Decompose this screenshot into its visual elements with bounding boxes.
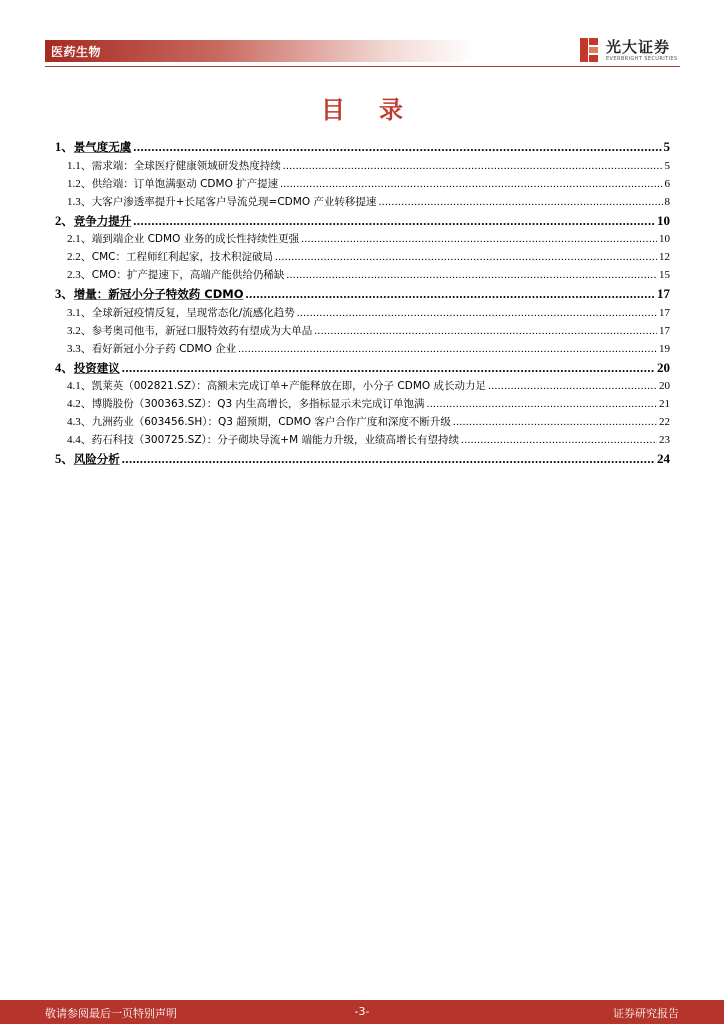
toc-entry-number: 1.1、 [67,159,92,172]
toc-leader-dots [275,251,657,263]
toc-entry-page: 5 [664,159,670,172]
toc-section-entry[interactable] [55,230,670,248]
toc-section-entry[interactable] [55,431,670,449]
brand-logo-english: EVERBRIGHT SECURITIES [606,56,678,62]
toc-entry-page: 10 [657,212,670,228]
toc-entry-number: 3、 [55,287,74,301]
toc-leader-dots [453,416,657,428]
toc-entry-page: 22 [659,416,670,428]
toc-leader-dots [488,380,657,392]
toc-entry-number: 4.2、 [67,398,92,410]
toc-section-entry[interactable] [55,413,670,431]
toc-leader-dots [286,269,657,281]
toc-entry-number: 1.3、 [67,195,92,208]
toc-section-entry[interactable] [55,340,670,358]
toc-section-entry[interactable] [55,304,670,322]
page-number: -3- [354,1005,370,1018]
toc-section-entry[interactable] [55,248,670,266]
toc-section-entry[interactable] [55,395,670,413]
toc-entry-page: 20 [659,380,670,392]
toc-entry-page: 15 [659,269,670,281]
toc-entry-title: 增量：新冠小分子特效药 CDMO [73,287,244,301]
brand-logo-name: 光大证券 [606,38,671,56]
toc-entry-number: 5、 [55,452,74,466]
toc-entry-title: 九洲药业（603456.SH）：Q3 超预期，CDMO 客户合作广度和深度不断升级 [91,416,451,428]
toc-section-entry[interactable] [55,157,670,175]
toc-entry-number: 4.4、 [67,434,92,446]
toc-entry-title: 看好新冠小分子药 CDMO 企业 [91,342,237,355]
toc-entry-title: 博腾股份（300363.SZ）：Q3 内生高增长，多指标显示未完成订单饱满 [91,398,425,410]
toc-entry-title: 风险分析 [73,452,120,466]
toc-entry-page: 5 [663,139,670,154]
toc-leader-dots [301,233,657,245]
toc-entry-page: 17 [657,286,670,301]
toc-entry-page: 19 [659,342,670,355]
toc-entry-title: 参考奥司他韦，新冠口服特效药有望成为大单品 [91,324,313,337]
footer-band [0,1000,724,1024]
page-title: 目录 [321,96,437,124]
toc-entry-number: 3.3、 [67,342,92,355]
toc-leader-dots [122,361,655,376]
toc-chapter-entry[interactable] [55,358,670,378]
toc-entry-title: CMO：扩产提速下，高端产能供给仍稀缺 [91,269,285,281]
toc-chapter-entry[interactable] [55,137,670,157]
toc-entry-title: 药石科技（300725.SZ）：分子砌块导流+M 端能力升级，业绩高增长有望持续 [91,434,459,446]
table-of-contents [55,137,670,469]
toc-entry-number: 2、 [55,213,74,228]
toc-entry-number: 2.1、 [67,233,92,245]
toc-entry-title: 需求端：全球医疗健康领域研发热度持续 [91,159,281,172]
toc-chapter-entry[interactable] [55,284,670,304]
header-section-band [45,40,475,62]
toc-entry-title: 景气度无虞 [73,140,132,154]
toc-section-entry[interactable] [55,266,670,284]
toc-leader-dots [427,398,657,410]
toc-section-entry[interactable] [55,175,670,193]
toc-leader-dots [133,214,655,229]
brand-logo [580,36,680,66]
toc-section-entry[interactable] [55,193,670,211]
toc-section-entry[interactable] [55,322,670,340]
toc-leader-dots [245,287,655,302]
toc-leader-dots [280,178,662,190]
toc-entry-page: 12 [659,251,670,263]
toc-entry-number: 4.3、 [67,416,92,428]
toc-entry-title: 凯莱英（002821.SZ）：高额未完成订单+产能释放在即，小分子 CDMO 成长动力足 [91,380,486,392]
toc-chapter-entry[interactable] [55,449,670,469]
toc-entry-title: 投资建议 [73,360,120,375]
toc-entry-number: 3.2、 [67,324,92,337]
toc-section-entry[interactable] [55,377,670,395]
header-divider [45,66,680,67]
toc-entry-page: 17 [659,324,670,337]
toc-leader-dots [461,434,657,446]
toc-entry-number: 3.1、 [67,306,92,319]
toc-entry-title: 竞争力提升 [73,213,132,228]
toc-entry-page: 6 [664,177,670,190]
toc-entry-page: 10 [659,233,670,245]
toc-leader-dots [314,325,657,337]
toc-leader-dots [238,343,657,355]
toc-entry-number: 2.2、 [67,251,92,263]
toc-entry-title: CMC：工程师红利起家，技术积淀破局 [91,251,273,263]
toc-entry-page: 17 [659,306,670,319]
toc-leader-dots [283,160,663,172]
toc-entry-page: 24 [657,451,670,466]
toc-entry-number: 1、 [55,140,74,154]
toc-entry-number: 2.3、 [67,269,92,281]
toc-leader-dots [378,196,662,208]
toc-entry-number: 4、 [55,360,74,375]
toc-entry-page: 20 [657,359,670,375]
toc-entry-page: 8 [664,195,670,208]
toc-entry-page: 21 [659,398,670,410]
header-section-label: 医药生物 [51,45,102,59]
toc-entry-number: 1.2、 [67,177,92,190]
footer-disclaimer: 敬请参阅最后一页特别声明 [45,1007,177,1020]
toc-entry-title: 端到端企业 CDMO 业务的成长性持续性更强 [91,233,300,245]
toc-entry-title: 供给端：订单饱满驱动 CDMO 扩产提速 [91,177,279,190]
toc-leader-dots [122,452,655,467]
toc-entry-title: 大客户渗透率提升+长尾客户导流兑现=CDMO 产业转移提速 [91,195,377,208]
toc-chapter-entry[interactable] [55,211,670,231]
toc-entry-page: 23 [659,434,670,446]
toc-leader-dots [133,140,661,155]
brand-logo-icon [580,38,598,62]
toc-entry-title: 全球新冠疫情反复，呈现常态化/流感化趋势 [91,306,295,319]
toc-entry-number: 4.1、 [67,380,92,392]
footer-report-type: 证券研究报告 [613,1007,679,1020]
toc-leader-dots [297,307,657,319]
